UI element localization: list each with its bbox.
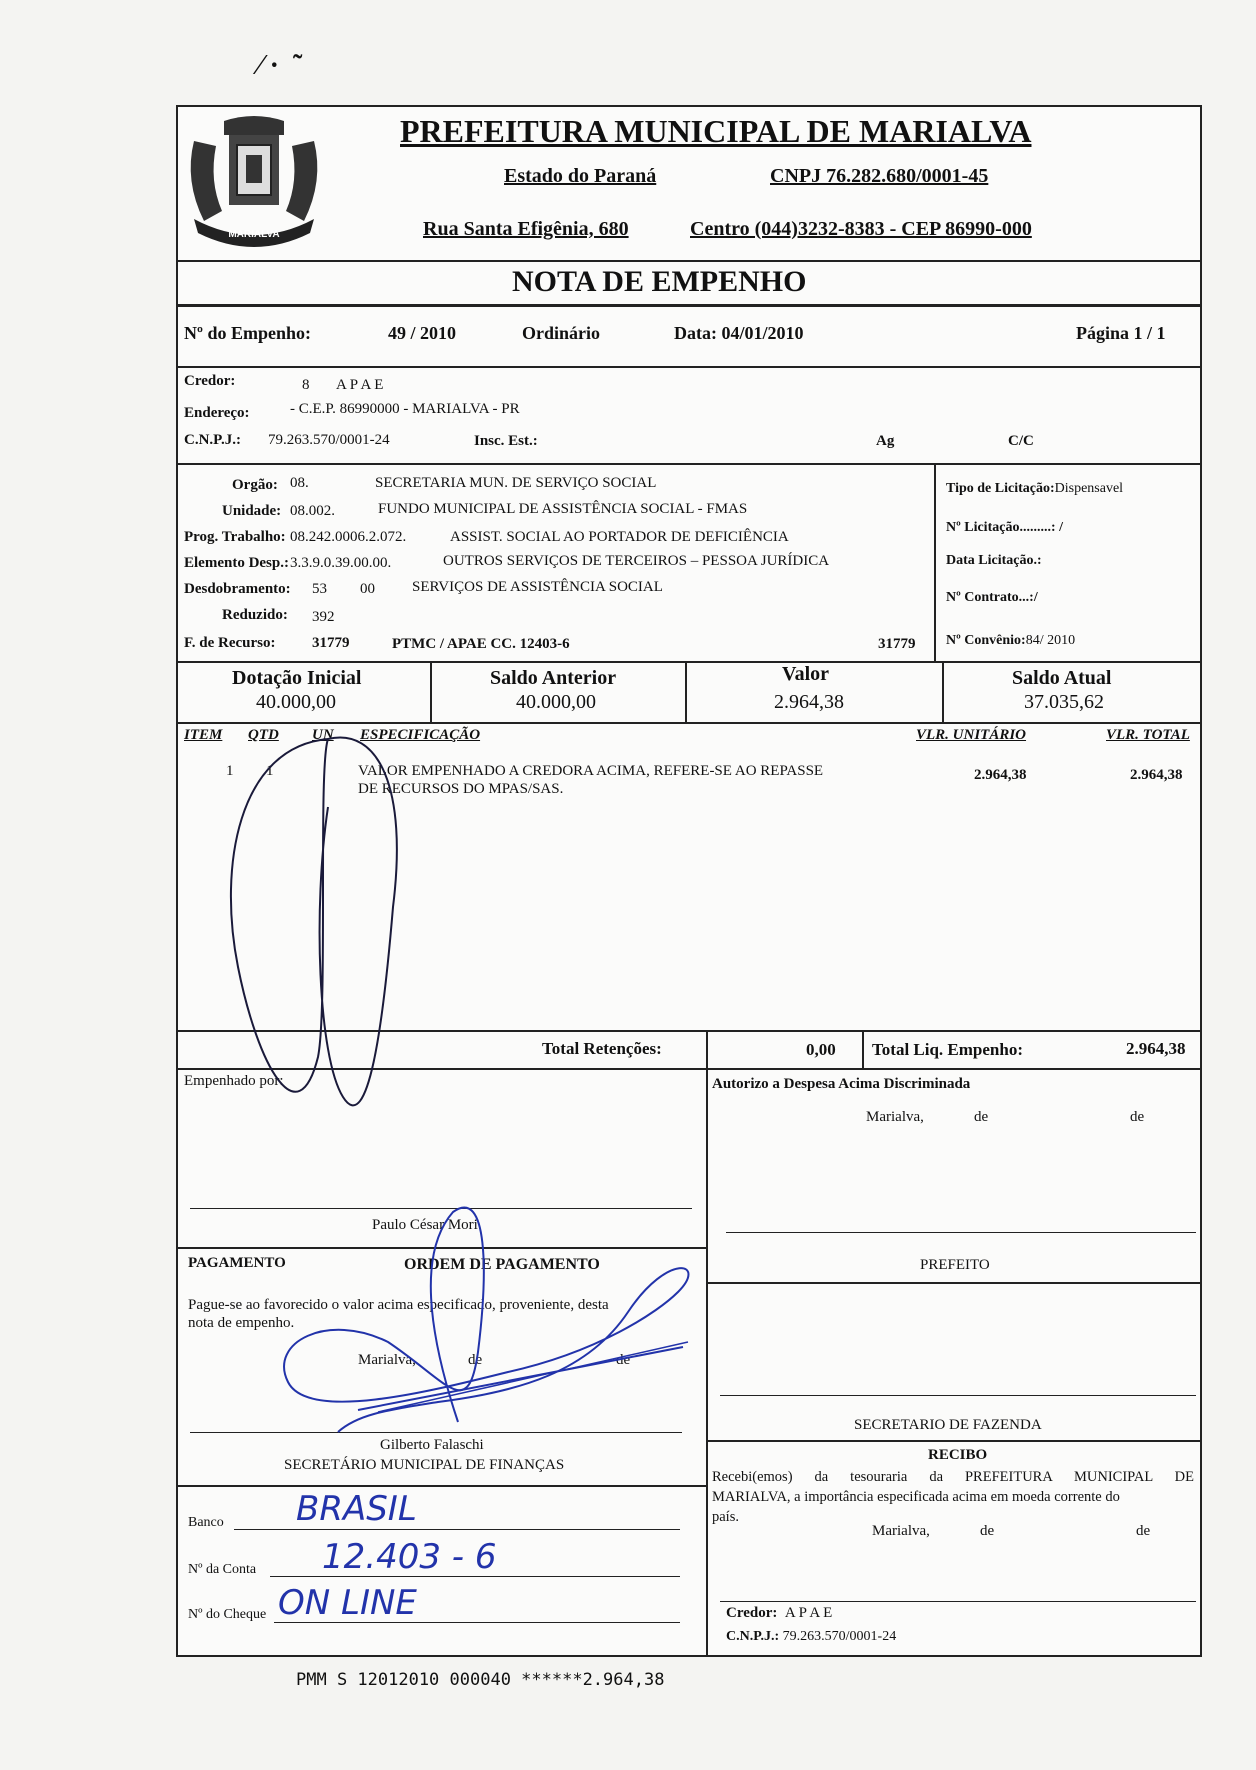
banco-value: BRASIL (296, 1489, 417, 1529)
header-title: PREFEITURA MUNICIPAL DE MARIALVA (400, 113, 1032, 149)
col-un: UN (312, 727, 334, 743)
saldo-anterior-label: Saldo Anterior (490, 667, 617, 689)
dotacao-value: 40.000,00 (256, 691, 336, 713)
row-vlr-total: 2.964,38 (1130, 767, 1183, 783)
page-number: Página 1 / 1 (1076, 323, 1166, 343)
empenho-number-label: Nº do Empenho: (184, 323, 311, 343)
recibo-de-1: de (980, 1523, 995, 1539)
row-item: 1 (226, 763, 234, 779)
data-licitacao: Data Licitação.: (946, 553, 1042, 568)
orgao-label: Orgão: (232, 477, 278, 493)
recibo-text-2: MARIALVA, a importância especificada acima em moeda corrente do (712, 1489, 1120, 1505)
doc-title: NOTA DE EMPENHO (512, 265, 807, 298)
ordem-pagamento-title: ORDEM DE PAGAMENTO (404, 1256, 600, 1273)
col-especificacao: ESPECIFICAÇÃO (360, 727, 481, 743)
recibo-text-3: país. (712, 1509, 739, 1525)
empenhado-por-name: Paulo César Mori (372, 1217, 478, 1233)
machine-stamp: PMM S 12012010 000040 ******2.964,38 (296, 1670, 665, 1690)
empenho-date: Data: 04/01/2010 (674, 323, 804, 343)
cnpj-label: C.N.P.J.: (184, 432, 241, 448)
convenio: Nº Convênio:84/ 2010 (946, 633, 1076, 648)
empenho-number: 49 / 2010 (388, 323, 457, 343)
prefeito-label: PREFEITO (920, 1257, 990, 1273)
conta-value: 12.403 - 6 (322, 1537, 497, 1577)
ink-signature-oval (218, 707, 418, 1127)
credor-code: 8 (302, 377, 310, 393)
secretario-financas-name: Gilberto Falaschi (380, 1437, 484, 1453)
credor-name: A P A E (336, 377, 384, 393)
insc-label: Insc. Est.: (474, 433, 538, 449)
orgao-code: 08. (290, 475, 309, 491)
fonte-right: 31779 (878, 636, 916, 652)
unidade-code: 08.002. (290, 503, 335, 519)
address-value: - C.E.P. 86990000 - MARIALVA - PR (290, 401, 520, 417)
header-contact: Centro (044)3232-8383 - CEP 86990-000 (690, 218, 1032, 240)
municipal-seal-icon (184, 111, 324, 261)
ink-signature-ordem (268, 1192, 708, 1442)
banco-label: Banco (188, 1515, 224, 1530)
header-street: Rua Santa Efigênia, 680 (423, 218, 629, 240)
pagamento-marialva: Marialva, (358, 1352, 416, 1368)
pagamento-text-2: nota de empenho. (188, 1315, 295, 1331)
autorizo-marialva: Marialva, (866, 1109, 924, 1125)
tipo-licitacao-label: Tipo de Licitação:Dispensavel (946, 481, 1124, 496)
saldo-atual-label: Saldo Atual (1012, 667, 1112, 689)
reduzido-label: Reduzido: (222, 607, 288, 623)
recibo-title: RECIBO (928, 1447, 988, 1463)
cheque-value: ON LINE (278, 1583, 417, 1623)
valor-value: 2.964,38 (774, 691, 844, 713)
unidade-desc: FUNDO MUNICIPAL DE ASSISTÊNCIA SOCIAL - FMAS (378, 501, 748, 517)
cc-label: C/C (1008, 433, 1034, 449)
numero-contrato: Nº Contrato...:/ (946, 590, 1038, 605)
saldo-anterior-value: 40.000,00 (516, 691, 596, 713)
elemento-code: 3.3.9.0.39.00.00. (290, 555, 392, 571)
fonte-value: 31779 (312, 635, 350, 651)
elemento-label: Elemento Desp.: (184, 555, 289, 571)
recibo-marialva: Marialva, (872, 1523, 930, 1539)
pagamento-de-2: de (616, 1352, 631, 1368)
seal-text: MARIALVA (228, 229, 280, 240)
orgao-desc: SECRETARIA MUN. DE SERVIÇO SOCIAL (375, 475, 657, 491)
pagamento-text-1: Pague-se ao favorecido o valor acima especificado, proveniente, desta (188, 1297, 609, 1313)
dotacao-label: Dotação Inicial (232, 667, 362, 689)
empenho-type: Ordinário (522, 323, 601, 343)
unidade-label: Unidade: (222, 503, 282, 519)
prog-label: Prog. Trabalho: (184, 529, 286, 545)
header-state: Estado do Paraná (504, 165, 657, 187)
prog-code: 08.242.0006.2.072. (290, 529, 407, 545)
empenhado-por-label: Empenhado por: (184, 1073, 284, 1089)
credor-label: Credor: (184, 373, 236, 389)
col-vlr-total: VLR. TOTAL (1106, 727, 1190, 743)
desdobramento-label: Desdobramento: (184, 581, 291, 597)
prog-desc: ASSIST. SOCIAL AO PORTADOR DE DEFICIÊNCIA (450, 529, 789, 545)
recibo-de-2: de (1136, 1523, 1151, 1539)
cnpj-value: 79.263.570/0001-24 (268, 432, 390, 448)
desdobramento-code2: 00 (360, 581, 375, 597)
col-qtd: QTD (248, 727, 279, 743)
pagamento-title: PAGAMENTO (188, 1255, 286, 1271)
empenho-form (176, 105, 1202, 1657)
elemento-desc: OUTROS SERVIÇOS DE TERCEIROS – PESSOA JURÍDICA (443, 553, 830, 569)
reduzido-value: 392 (312, 609, 335, 625)
secretario-financas-title: SECRETÁRIO MUNICIPAL DE FINANÇAS (284, 1457, 565, 1473)
recibo-credor: Credor: A P A E (726, 1605, 833, 1621)
col-vlr-unitario: VLR. UNITÁRIO (916, 727, 1027, 743)
autorizo-text: Autorizo a Despesa Acima Discriminada (712, 1076, 971, 1092)
row-vlr-unitario: 2.964,38 (974, 767, 1027, 783)
desdobramento-code1: 53 (312, 581, 327, 597)
secretario-fazenda-label: SECRETARIO DE FAZENDA (854, 1417, 1042, 1433)
col-item: ITEM (184, 727, 223, 743)
autorizo-de-1: de (974, 1109, 989, 1125)
valor-label: Valor (782, 663, 830, 685)
row-especificacao-1: VALOR EMPENHADO A CREDORA ACIMA, REFERE-SE AO REPASSE (358, 763, 824, 779)
total-liquido-label: Total Liq. Empenho: (872, 1040, 1023, 1059)
total-retencoes-label: Total Retenções: (542, 1039, 662, 1058)
fonte-desc: PTMC / APAE CC. 12403-6 (392, 636, 570, 652)
saldo-atual-value: 37.035,62 (1024, 691, 1104, 713)
conta-label: Nº da Conta (188, 1562, 257, 1577)
scan-mark: ⁄ · ˜ (258, 50, 303, 81)
pagamento-de-1: de (468, 1352, 483, 1368)
desdobramento-desc: SERVIÇOS DE ASSISTÊNCIA SOCIAL (412, 579, 663, 595)
row-qtd: 1 (266, 763, 274, 779)
address-label: Endereço: (184, 405, 250, 421)
total-retencoes-value: 0,00 (806, 1040, 836, 1059)
cheque-label: Nº do Cheque (188, 1607, 267, 1622)
recibo-text-1: Recebi(emos) da tesouraria da PREFEITURA MUNICIPAL DE (712, 1469, 1194, 1485)
autorizo-de-2: de (1130, 1109, 1145, 1125)
recibo-cnpj: C.N.P.J.: 79.263.570/0001-24 (726, 1629, 897, 1644)
row-especificacao-2: DE RECURSOS DO MPAS/SAS. (358, 781, 564, 797)
header-cnpj: CNPJ 76.282.680/0001-45 (770, 165, 989, 187)
ag-label: Ag (876, 433, 895, 449)
total-liquido-value: 2.964,38 (1126, 1039, 1186, 1058)
numero-licitacao: Nº Licitação.........: / (946, 520, 1063, 535)
fonte-label: F. de Recurso: (184, 635, 276, 651)
